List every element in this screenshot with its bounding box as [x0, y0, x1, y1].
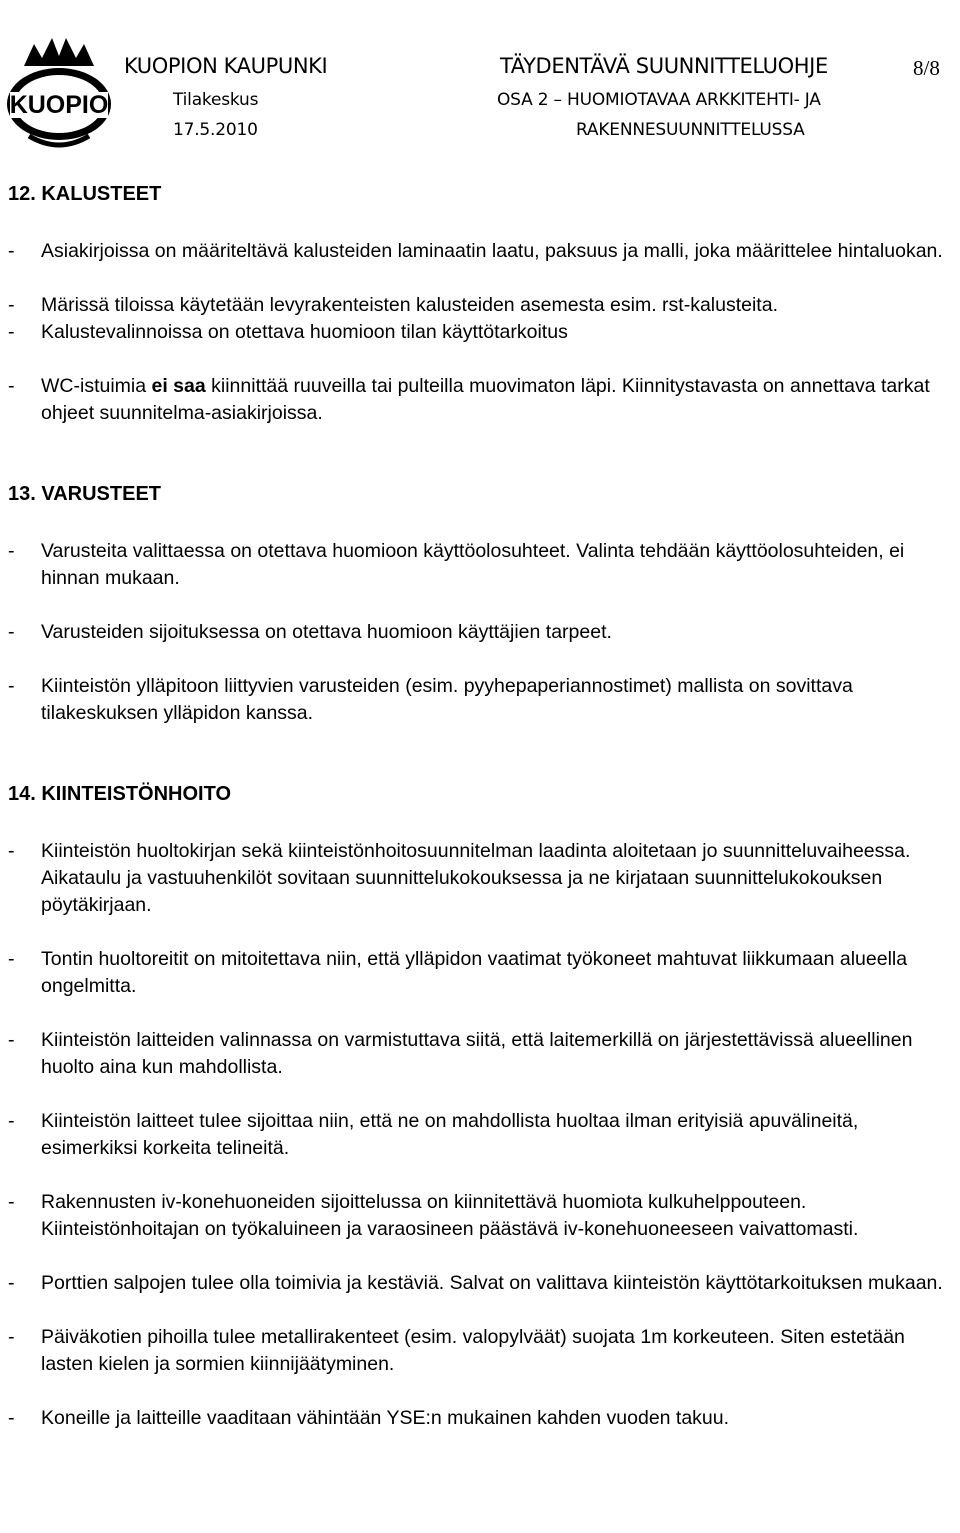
bullet-dash: -	[8, 840, 15, 862]
section-list-kalusteet	[8, 238, 958, 427]
list-item-text: Kiinteistön huoltokirjan sekä kiinteistönhoitosuunnitelman laadinta aloitetaan jo suunnitteluvaiheessa. Aikataulu ja vastuuhenkilöt sovitaan suunnittelukokouksessa ja ne kirjataan suunnittelukokouksen pöytäkirjaan.	[41, 840, 911, 916]
bullet-dash: -	[8, 321, 15, 343]
emphasis-text: ei saa	[151, 375, 206, 397]
logo-text: KUOPIO	[9, 91, 109, 119]
list-item-text-before: WC-istuimia	[41, 375, 152, 397]
list-item-text: Koneille ja laitteille vaaditaan vähintään YSE:n mukainen kahden vuoden takuu.	[41, 1407, 730, 1429]
list-item	[8, 238, 958, 265]
bullet-dash: -	[8, 1407, 15, 1429]
section-title-kiinteistonhoito: 14. KIINTEISTÖNHOITO	[8, 783, 231, 805]
section-title-kalusteet: 12. KALUSTEET	[8, 183, 162, 205]
list-item	[8, 673, 958, 727]
header-subtitle-2: RAKENNESUUNNITTELUSSA	[576, 120, 805, 140]
kuopio-logo	[4, 36, 114, 156]
list-item-text: Asiakirjoissa on määriteltävä kalusteiden laminaatin laatu, paksuus ja malli, joka määrittelee hintaluokan.	[41, 240, 943, 262]
list-item-text: Päiväkotien pihoilla tulee metallirakenteet (esim. valopylväät) suojata 1m korkeuteen. Siten estetään lasten kielen ja sormien kiinnijäätyminen.	[41, 1326, 905, 1375]
list-item	[8, 1324, 958, 1378]
list-item-text-after: kiinnittää ruuveilla tai pulteilla muovimaton läpi. Kiinnitystavasta on annettava tarkat ohjeet suunnitelma-asiakirjoissa.	[41, 375, 930, 424]
list-item-text: Varusteita valittaessa on otettava huomioon käyttöolosuhteet. Valinta tehdään käyttöolosuhteiden, ei hinnan mukaan.	[41, 540, 905, 589]
bullet-dash: -	[8, 540, 15, 562]
document-body	[8, 181, 958, 1432]
list-item-text: Märissä tiloissa käytetään levyrakenteisten kalusteiden asemesta esim. rst-kalusteita.	[41, 294, 778, 316]
list-item-text: Varusteiden sijoituksessa on otettava huomioon käyttäjien tarpeet.	[41, 621, 612, 643]
page-number: 8/8	[913, 56, 940, 80]
bullet-dash: -	[8, 294, 15, 316]
list-item	[8, 1189, 958, 1243]
list-item-text: Rakennusten iv-konehuoneiden sijoittelussa on kiinnitettävä huomiota kulkuhelppouteen. Kiinteistönhoitajan on työkaluineen ja varaosineen päästävä iv-konehuoneeseen vaivattomasti.	[41, 1191, 859, 1240]
header-subtitle-1: OSA 2 – HUOMIOTAVAA ARKKITEHTI- JA	[497, 90, 821, 110]
list-item	[8, 619, 958, 646]
bullet-dash: -	[8, 948, 15, 970]
list-item	[8, 292, 958, 319]
section-list-kiinteistonhoito	[8, 838, 958, 1432]
section-title-varusteet: 13. VARUSTEET	[8, 483, 161, 505]
header-date: 17.5.2010	[173, 120, 258, 140]
header-doc-title: TÄYDENTÄVÄ SUUNNITTELUOHJE	[500, 54, 828, 78]
bullet-dash: -	[8, 675, 15, 697]
list-item-text: Tontin huoltoreitit on mitoitettava niin, että ylläpidon vaatimat työkoneet mahtuvat liikkumaan alueella ongelmitta.	[41, 948, 908, 997]
section-list-varusteet	[8, 538, 958, 727]
list-item	[8, 1405, 958, 1432]
list-item-text: Porttien salpojen tulee olla toimivia ja kestäviä. Salvat on valittava kiinteistön käyttötarkoituksen mukaan.	[41, 1272, 943, 1294]
list-item	[8, 538, 958, 592]
list-item	[8, 1027, 958, 1081]
bullet-dash: -	[8, 621, 15, 643]
list-item	[8, 1108, 958, 1162]
header-dept: Tilakeskus	[173, 90, 259, 110]
bullet-dash: -	[8, 1029, 15, 1051]
list-item-text: Kalustevalinnoissa on otettava huomioon tilan käyttötarkoitus	[41, 321, 568, 343]
bullet-dash: -	[8, 1110, 15, 1132]
bullet-dash: -	[8, 240, 15, 262]
list-item	[8, 946, 958, 1000]
list-item-text: Kiinteistön laitteet tulee sijoittaa niin, että ne on mahdollista huoltaa ilman erityisiä apuvälineitä, esimerkiksi korkeita telineitä.	[41, 1110, 859, 1159]
list-item	[8, 373, 958, 427]
bullet-dash: -	[8, 1326, 15, 1348]
list-item-text: Kiinteistön laitteiden valinnassa on varmistuttava siitä, että laitemerkillä on järjestettävissä alueellinen huolto aina kun mahdollista.	[41, 1029, 913, 1078]
header-org: KUOPION KAUPUNKI	[124, 54, 328, 78]
list-item	[8, 319, 958, 346]
bullet-dash: -	[8, 375, 15, 397]
list-item	[8, 838, 958, 919]
bullet-dash: -	[8, 1272, 15, 1294]
list-item-text: Kiinteistön ylläpitoon liittyvien varusteiden (esim. pyyhepaperiannostimet) mallista on sovittava tilakeskuksen ylläpidon kanssa.	[41, 675, 853, 724]
list-item	[8, 1270, 958, 1297]
bullet-dash: -	[8, 1191, 15, 1213]
